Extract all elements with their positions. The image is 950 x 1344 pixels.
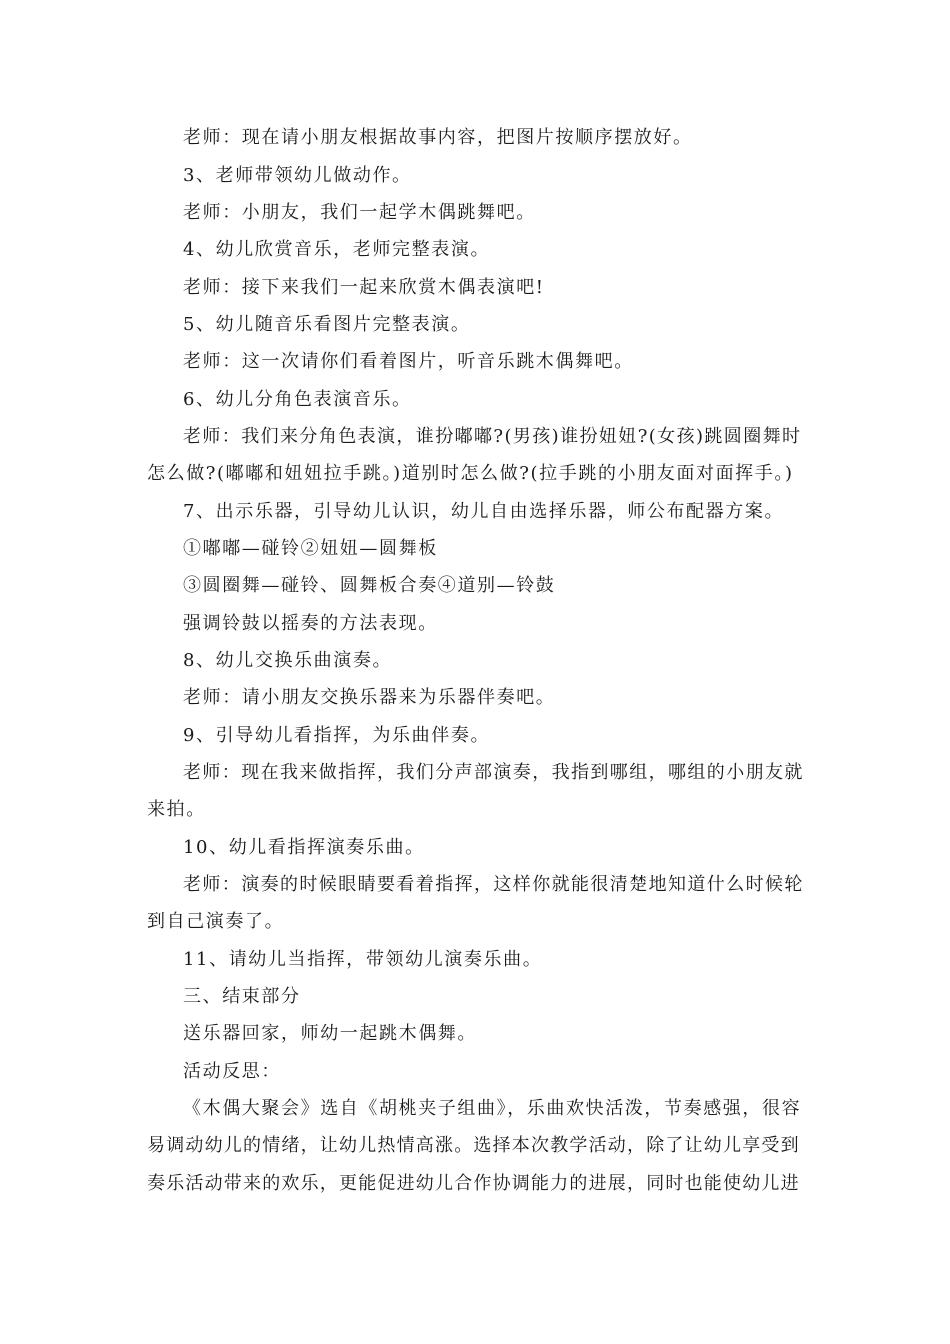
text-line: 老师：演奏的时候眼睛要看着指挥，这样你就能很清楚地知道什么时候轮 bbox=[183, 874, 804, 895]
section-heading: 三、结束部分 bbox=[183, 986, 301, 1007]
text-line: 8、幼儿交换乐曲演奏。 bbox=[183, 650, 393, 671]
text-line: 5、幼儿随音乐看图片完整表演。 bbox=[183, 314, 471, 335]
text-line: 老师：现在我来做指挥，我们分声部演奏，我指到哪组，哪组的小朋友就 bbox=[183, 762, 804, 783]
text-line: 11、请幼儿当指挥，带领幼儿演奏乐曲。 bbox=[183, 949, 543, 970]
text-line: 怎么做?(嘟嘟和妞妞拉手跳。)道别时怎么做?(拉手跳的小朋友面对面挥手。) bbox=[147, 463, 794, 484]
text-line: 奏乐活动带来的欢乐，更能促进幼儿合作协调能力的进展，同时也能使幼儿进 bbox=[147, 1173, 800, 1194]
text-line: 9、引导幼儿看指挥，为乐曲伴奏。 bbox=[183, 725, 491, 746]
text-line: 老师：请小朋友交换乐器来为乐器伴奏吧。 bbox=[183, 687, 556, 708]
text-line: 7、出示乐器，引导幼儿认识，幼儿自由选择乐器，师公布配器方案。 bbox=[183, 501, 785, 522]
text-line: 老师：这一次请你们看着图片，听音乐跳木偶舞吧。 bbox=[183, 351, 634, 372]
section-heading: 活动反思： bbox=[183, 1061, 281, 1082]
text-line: ①嘟嘟—碰铃②妞妞—圆舞板 bbox=[183, 538, 438, 559]
text-line: 易调动幼儿的情绪，让幼儿热情高涨。选择本次教学活动，除了让幼儿享受到 bbox=[147, 1135, 800, 1156]
text-line: 老师：我们来分角色表演，谁扮嘟嘟?(男孩)谁扮妞妞?(女孩)跳圆圈舞时 bbox=[183, 426, 802, 447]
text-line: 送乐器回家，师幼一起跳木偶舞。 bbox=[183, 1023, 477, 1044]
text-line: 10、幼儿看指挥演奏乐曲。 bbox=[183, 837, 425, 858]
text-line: 3、老师带领幼儿做动作。 bbox=[183, 165, 412, 186]
text-line: 6、幼儿分角色表演音乐。 bbox=[183, 389, 412, 410]
text-line: 强调铃鼓以摇奏的方法表现。 bbox=[183, 613, 438, 634]
text-line: 到自己演奏了。 bbox=[147, 911, 285, 932]
text-line: 老师：接下来我们一起来欣赏木偶表演吧! bbox=[183, 277, 545, 298]
text-line: 来拍。 bbox=[147, 799, 206, 820]
text-line: ③圆圈舞—碰铃、圆舞板合奏④道别—铃鼓 bbox=[183, 575, 556, 596]
text-line: 老师：小朋友，我们一起学木偶跳舞吧。 bbox=[183, 202, 536, 223]
text-line: 《木偶大聚会》选自《胡桃夹子组曲》，乐曲欢快活泼，节奏感强，很容 bbox=[183, 1098, 802, 1119]
text-line: 4、幼儿欣赏音乐，老师完整表演。 bbox=[183, 239, 491, 260]
text-line: 老师：现在请小朋友根据故事内容，把图片按顺序摆放好。 bbox=[183, 127, 693, 148]
